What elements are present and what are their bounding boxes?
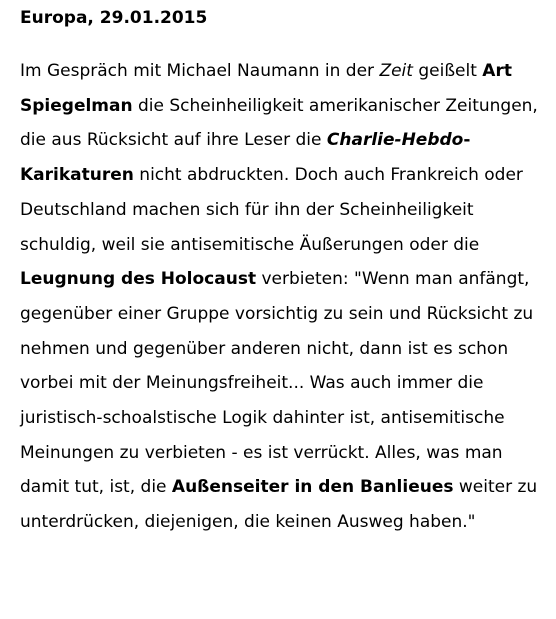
article: [20, 6, 540, 540]
text-run: Im Gespräch mit Michael Naumann in der: [20, 61, 380, 81]
emphasis-text: Außenseiter in den Banlieues: [171, 477, 454, 498]
quote-text: verbieten: "Wenn man anfängt, gegenüber einer Gruppe vorsichtig zu sein und Rücksicht zu nehmen und gegenüber anderen nicht, dann ist es schon vorbei mit der Meinungsfreiheit... Was auch immer die juristisch-schoalstische Logik dahinter ist, antisemitische Meinungen zu verbieten - es ist verrückt. Alles, was man damit tut, ist, die: [20, 269, 534, 498]
text-run: nicht abdruckten. Doch auch Frankreich oder Deutschland machen sich für ihn der Scheinheiligkeit schuldig, weil sie antisemitische Äußerungen oder die: [20, 165, 523, 255]
text-run: geißelt: [412, 61, 483, 81]
article-paragraph: [20, 54, 540, 540]
quote-text: weiter zu unterdrücken, diejenigen, die keinen Ausweg haben.": [20, 477, 538, 533]
person-name: Art Spiegelman: [20, 61, 512, 116]
magazine-name: Charlie-Hebdo: [326, 130, 464, 151]
publication-name: Zeit: [379, 61, 413, 81]
article-heading: Europa, 29.01.2015: [20, 8, 208, 28]
emphasis-text: -Karikaturen: [20, 130, 471, 186]
emphasis-text: Leugnung des Holocaust: [20, 269, 257, 290]
text-run: die Scheinheiligkeit amerikanischer Zeitungen, die aus Rücksicht auf ihre Leser die: [20, 95, 538, 151]
